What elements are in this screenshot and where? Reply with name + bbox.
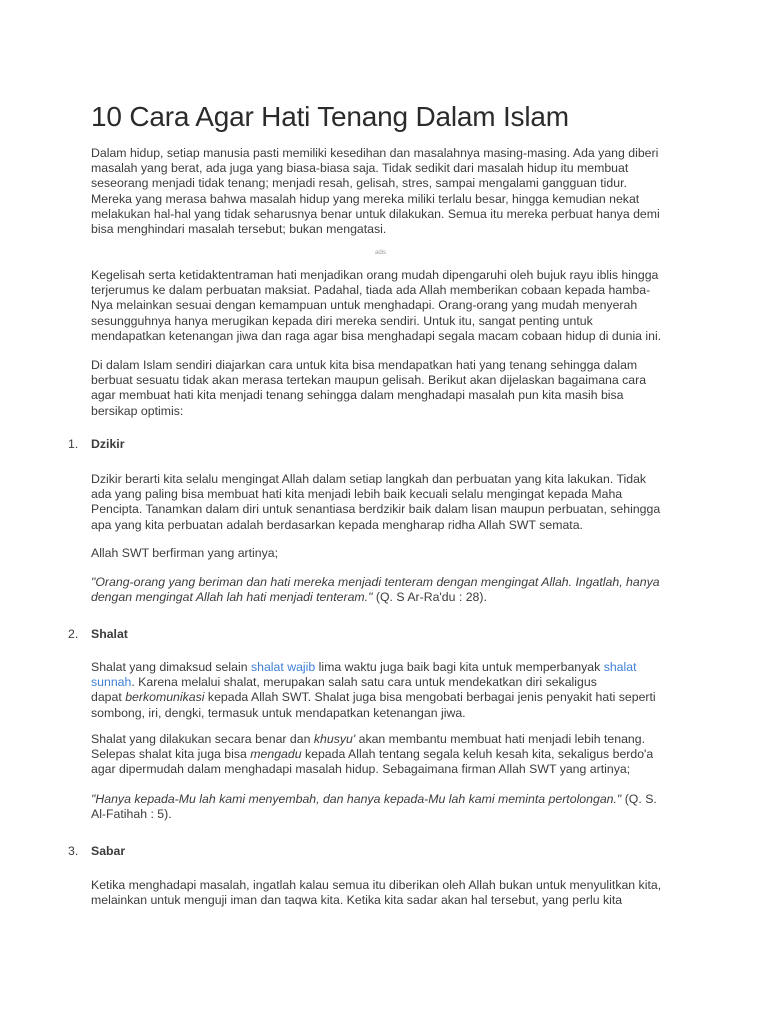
page-title: 10 Cara Agar Hati Tenang Dalam Islam xyxy=(91,101,569,132)
text-line: mendapatkan ketenangan jiwa dan raga agar bisa menghadapi segala macam cobaan hidup di dunia ini. xyxy=(91,328,662,343)
text-fragment: . Karena melalui shalat, merupakan salah satu cara untuk mendekatkan diri sekaligus xyxy=(131,675,597,690)
text-line: Dzikir berarti kita selalu mengingat Allah dalam setiap langkah dan perbuatan yang kita lakukan. Tidak xyxy=(91,472,647,486)
text-line: Mereka yang merasa bahwa masalah hidup yang mereka miliki terlalu besar, hingga kemudian nekat xyxy=(91,191,640,206)
shalat-sunnah-link[interactable]: sunnah xyxy=(91,675,132,690)
list-number: 3. xyxy=(68,844,79,858)
text-line: sesungguhnya hanya merugikan kepada diri mereka sendiri. Untuk itu, sangat penting untuk xyxy=(91,313,593,328)
quote-reference: (Q. S. xyxy=(621,792,657,806)
text-line: berbuat sesuatu tidak akan merasa tertekan maupun gelisah. Berikut akan dijelaskan bagaimana cara xyxy=(91,373,647,388)
text-fragment: Shalat yang dilakukan secara benar dan xyxy=(91,732,314,746)
quote-reference: Al-Fatihah : 5). xyxy=(91,807,172,822)
text-line: Allah SWT berfirman yang artinya; xyxy=(91,546,279,560)
paragraph-3 xyxy=(91,358,681,419)
text-line: apa yang kita perbuatan adalah berdasarkan kepada mengharap ridha Allah SWT semata. xyxy=(91,517,583,532)
list-number: 1. xyxy=(68,437,79,451)
section-heading-sabar: Sabar xyxy=(91,844,126,858)
firman-intro xyxy=(91,546,681,561)
quote-text: "Orang-orang yang beriman dan hati mereka menjadi tenteram dengan mengingat Allah. Ingatlah, hanya xyxy=(91,575,660,589)
text-line: Pencipta. Tanamkan dalam diri untuk senantiasa berdzikir baik dalam lisan maupun perbuatan, sehingga xyxy=(91,502,661,517)
paragraph-2 xyxy=(91,268,681,344)
intro-paragraph xyxy=(91,146,681,237)
list-number: 2. xyxy=(68,627,79,641)
text-emphasis: mengadu xyxy=(250,747,302,762)
text-line: Dalam hidup, setiap manusia pasti memiliki kesedihan dan masalahnya masing-masing. Ada yang diberi xyxy=(91,146,659,160)
sabar-paragraph xyxy=(91,878,681,908)
text-line: agar membuat hati kita menjadi tenang sehingga dalam menghadapi masalah pun kita masih bisa xyxy=(91,388,624,403)
text-line: ada yang paling bisa membuat hati kita menjadi lebih baik kecuali selalu mengingat kepada Maha xyxy=(91,487,623,502)
text-line: sombong, iri, dengki, termasuk untuk mendapatkan ketenangan jiwa. xyxy=(91,705,466,720)
quote-reference: (Q. S Ar-Ra'du : 28). xyxy=(372,590,487,605)
dzikir-quote xyxy=(91,575,681,605)
quote-text: dengan mengingat Allah lah hati menjadi tenteram." xyxy=(91,590,373,605)
text-emphasis: khusyu' xyxy=(313,732,356,746)
text-fragment: kepada Allah tentang segala keluh kesah kita, sekaligus berdo'a xyxy=(301,747,654,762)
text-emphasis: berkomunikasi xyxy=(125,690,205,705)
shalat-wajib-link[interactable]: shalat wajib xyxy=(250,660,316,674)
shalat-quote xyxy=(91,792,681,822)
text-fragment: Selepas shalat kita juga bisa xyxy=(91,747,251,762)
text-fragment: lima waktu juga baik bagi kita untuk memperbanyak xyxy=(315,660,604,674)
text-line: Ketika menghadapi masalah, ingatlah kalau semua itu diberikan oleh Allah bukan untuk menyulitkan kita, xyxy=(91,878,662,892)
shalat-paragraph-2 xyxy=(91,732,681,778)
text-line: bisa menghindari masalah tersebut; bukan mengatasi. xyxy=(91,222,387,237)
text-line: Di dalam Islam sendiri diajarkan cara untuk kita bisa mendapatkan hati yang tenang sehingga dalam xyxy=(91,358,638,372)
shalat-sunnah-link[interactable]: shalat xyxy=(603,660,637,674)
text-fragment: Shalat yang dimaksud selain xyxy=(91,660,251,674)
text-line: bersikap optimis: xyxy=(91,403,184,418)
text-fragment: kepada Allah SWT. Shalat juga bisa mengobati berbagai jenis penyakit hati seperti xyxy=(204,690,656,705)
text-line: Nya melainkan sesuai dengan kemampuan untuk menghadapi. Orang-orang yang mudah menyerah xyxy=(91,298,638,313)
text-line: agar dipermudah dalam menghadapi masalah hidup. Sebagaimana firman Allah SWT yang artinya; xyxy=(91,762,631,777)
text-line: seseorang menjadi tidak tenang; menjadi resah, gelisah, stres, sampai mengalami gangguan tidur. xyxy=(91,176,627,191)
text-line: terjerumus ke dalam perbuatan maksiat. Padahal, tiada ada Allah memberikan cobaan kepada hamba- xyxy=(91,283,651,298)
section-heading-shalat: Shalat xyxy=(91,627,128,641)
text-fragment: akan membantu membuat hati menjadi lebih tenang. xyxy=(355,732,646,746)
dzikir-paragraph xyxy=(91,472,681,533)
shalat-paragraph-1 xyxy=(91,660,681,721)
quote-text: "Hanya kepada-Mu lah kami menyembah, dan hanya kepada-Mu lah kami meminta pertolongan." xyxy=(91,792,622,806)
text-line: melainkan untuk menguji iman dan taqwa kita. Ketika kita sadar akan hal tersebut, yang perlu kita xyxy=(91,893,623,908)
text-fragment: dapat xyxy=(91,690,126,705)
section-heading-dzikir: Dzikir xyxy=(91,437,125,451)
text-line: masalah yang berat, ada juga yang biasa-biasa saja. Tidak sedikit dari masalah hidup itu membuat xyxy=(91,161,629,176)
ads-label: adis xyxy=(375,250,387,256)
text-line: melakukan hal-hal yang tidak seharusnya benar untuk dilakukan. Semua itu mereka perbuat hanya demi xyxy=(91,206,660,221)
text-line: Kegelisah serta ketidaktentraman hati menjadikan orang mudah dipengaruhi oleh bujuk rayu iblis hingga xyxy=(91,268,659,282)
